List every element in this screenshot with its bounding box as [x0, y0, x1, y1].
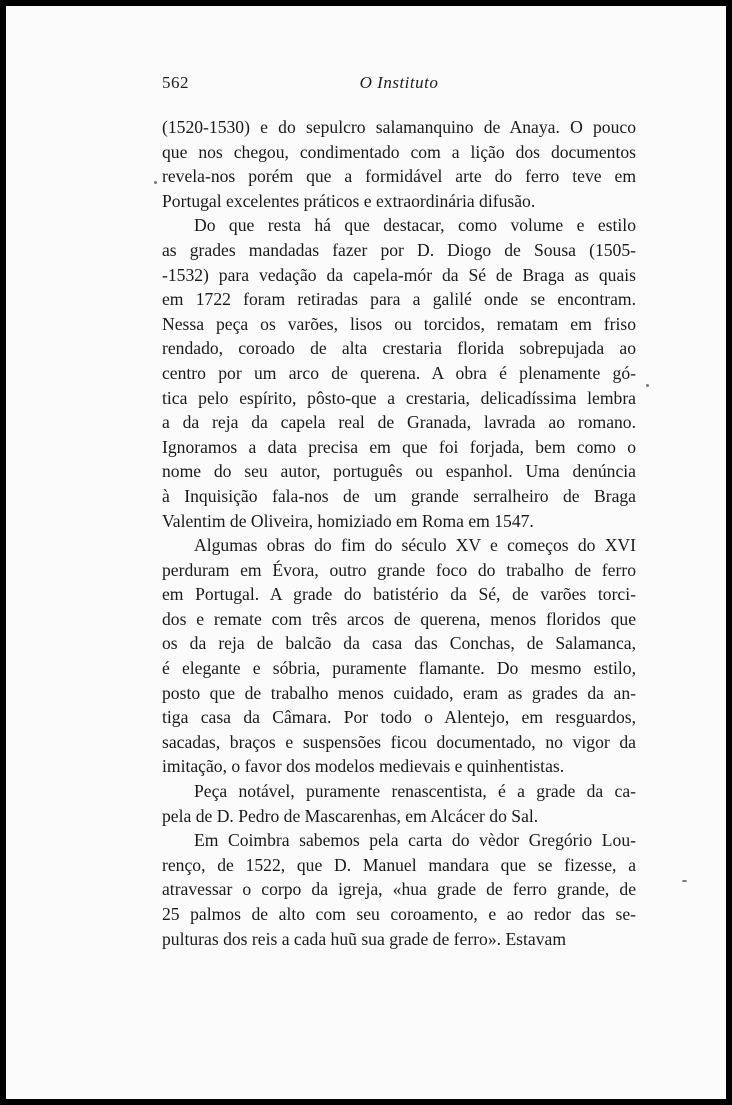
text-line: que nos chegou, condimentado com a lição dos documentos [162, 141, 636, 162]
print-speck [646, 384, 649, 387]
text-line: Em Coimbra sabemos pela carta do vèdor Gregório Lou- [194, 830, 636, 851]
text-line: perduram em Évora, outro grande foco do trabalho de ferro [162, 559, 636, 580]
running-title: O Instituto [359, 73, 439, 92]
text-line: Peça notável, puramente renascentista, é a grade da ca- [194, 781, 636, 802]
text-line: à Inquisição fala-nos de um grande serralheiro de Braga [162, 485, 636, 506]
text-line: as grades mandadas fazer por D. Diogo de Sousa (1505- [162, 239, 636, 260]
text-line: imitação, o favor dos modelos medievais e quinhentistas. [162, 756, 565, 777]
page [6, 6, 726, 1099]
text-line: pela de D. Pedro de Mascarenhas, em Alcácer do Sal. [162, 805, 539, 826]
text-line: os da reja de balcão da casa das Conchas, de Salamanca, [162, 633, 636, 654]
text-line: revela-nos porém que a formidável arte do ferro teve em [162, 166, 636, 187]
text-line: atravessar o corpo da igreja, «hua grade de ferro grande, de [162, 879, 636, 900]
text-line: sacadas, braços e suspensões ficou documentado, no vigor da [162, 731, 636, 752]
text-line: Ignoramos a data precisa em que foi forjada, bem como o [162, 436, 636, 457]
text-line: em Portugal. A grade do batistério da Sé, de varões torci- [162, 584, 636, 605]
text-line: dos e remate com três arcos de querena, menos floridos que [162, 608, 636, 629]
text-line: Nessa peça os varões, lisos ou torcidos, rematam em friso [162, 313, 636, 334]
text-line: Algumas obras do fim do século XV e começos do XVI [194, 535, 636, 556]
page-number: 562 [162, 73, 189, 92]
text-line: -1532) para vedação da capela-mór da Sé de Braga as quais [162, 264, 636, 285]
paragraph [162, 115, 636, 213]
paragraph [162, 828, 636, 951]
paragraph [162, 533, 636, 779]
text-line: 25 palmos de alto com seu coroamento, e ao redor das se- [162, 904, 636, 924]
paragraph [162, 779, 636, 828]
text-line: tiga casa da Câmara. Por todo o Alentejo, em resguardos, [162, 707, 636, 728]
print-speck [154, 181, 157, 184]
text-line: em 1722 foram retiradas para a galilé onde se encontram. [162, 289, 636, 310]
body-text [162, 115, 636, 951]
text-line: Valentim de Oliveira, homiziado em Roma em 1547. [162, 510, 534, 531]
print-speck [682, 880, 687, 882]
text-line: rendado, coroado de alta crestaria florida sobrepujada ao [162, 338, 636, 359]
text-line: Do que resta há que destacar, como volume e estilo [194, 215, 636, 236]
text-line: pulturas dos reis a cada huũ sua grade de ferro». Estavam [162, 928, 567, 949]
text-line: a da reja da capela real de Granada, lavrada ao romano. [162, 412, 636, 433]
text-line: Portugal excelentes práticos e extraordinária difusão. [162, 190, 536, 211]
paragraph [162, 213, 636, 533]
text-line: é elegante e sóbria, puramente flamante. Do mesmo estilo, [162, 658, 636, 679]
text-line: renço, de 1522, que D. Manuel mandara que se fizesse, a [162, 854, 636, 875]
text-line: nome do seu autor, português ou espanhol. Uma denúncia [162, 461, 636, 482]
text-line: tica pelo espírito, pôsto-que a crestaria, delicadíssima lembra [162, 387, 636, 408]
text-line: centro por um arco de querena. A obra é plenamente gó- [162, 362, 636, 383]
text-line: posto que de trabalho menos cuidado, eram as grades da an- [162, 682, 636, 703]
page-header [162, 73, 636, 99]
text-line: (1520-1530) e do sepulcro salamanquino de Anaya. O pouco [162, 117, 636, 137]
